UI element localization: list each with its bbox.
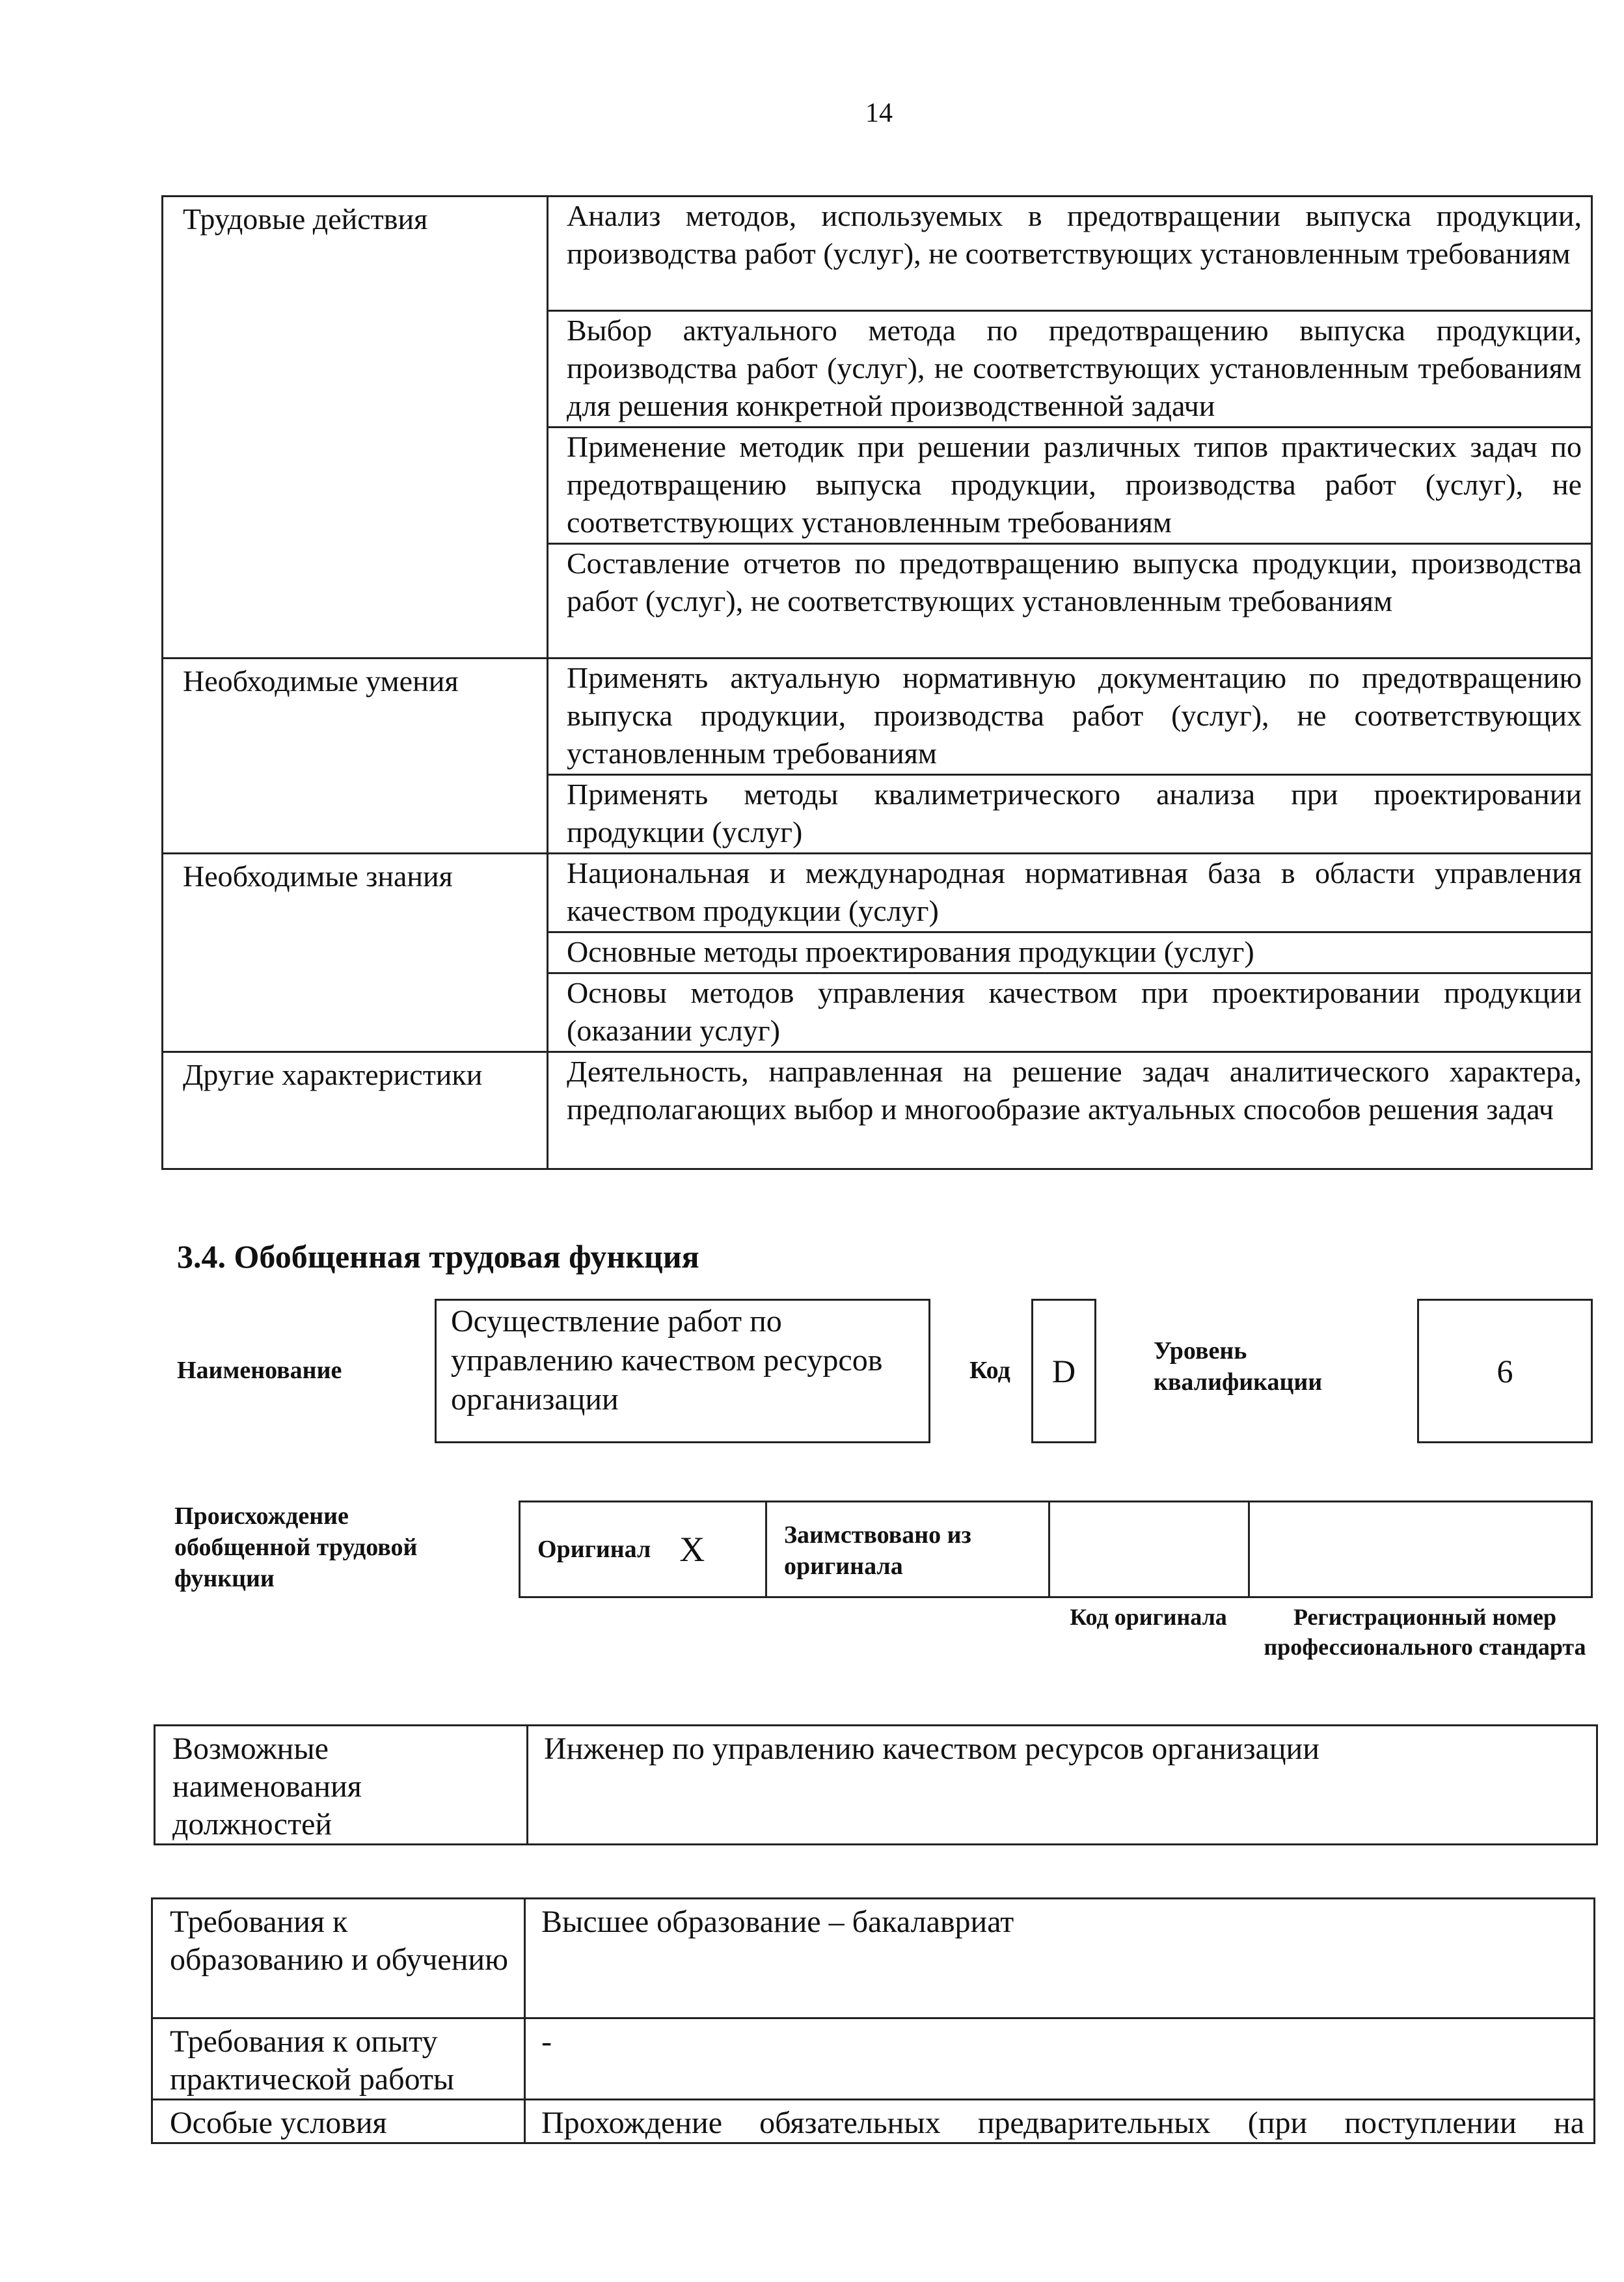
name-label: Наименование: [177, 1357, 342, 1384]
page-number: 14: [865, 98, 893, 128]
skill-item: Применять методы квалиметрического анализа при проектировании продукции (услуг): [548, 775, 1592, 854]
registration-number-cell: [1248, 1501, 1593, 1598]
original-code-cell: [1048, 1501, 1250, 1598]
registration-number-caption: Регистрационный номер профессионального стандарта: [1264, 1604, 1586, 1660]
positions-label: Возможные наименования должностей: [155, 1726, 528, 1845]
labor-functions-table: [161, 195, 1593, 1170]
row-label-required-knowledge: Необходимые знания: [163, 854, 548, 1052]
code-label: Код: [969, 1357, 1010, 1384]
labor-action-item: Выбор актуального метода по предотвращению выпуска продукции, производства работ (услуг), не соответствующих установленным требованиям для решения конкретной производственной задачи: [548, 311, 1592, 428]
original-mark: X: [679, 1530, 705, 1569]
row-label-labor-actions: Трудовые действия: [163, 197, 548, 659]
skill-item: Применять актуальную нормативную документацию по предотвращению выпуска продукции, производства работ (услуг), не соответствующих установленным требованиям: [548, 659, 1592, 775]
borrowed-cell: Заимствовано из оригинала: [765, 1501, 1050, 1598]
experience-requirements-label: Требования к опыту практической работы: [152, 2018, 525, 2100]
knowledge-item: Основы методов управления качеством при проектировании продукции (оказании услуг): [548, 973, 1592, 1052]
experience-requirements-value: -: [525, 2018, 1595, 2100]
labor-action-item: Составление отчетов по предотвращению выпуска продукции, производства работ (услуг), не соответствующих установленным требованиям: [548, 544, 1592, 659]
original-code-caption: Код оригинала: [1070, 1604, 1227, 1630]
education-requirements-label: Требования к образованию и обучению: [152, 1899, 525, 2018]
knowledge-item: Национальная и международная нормативная база в области управления качеством продукции (услуг): [548, 854, 1592, 932]
original-label: Оригинал: [537, 1536, 651, 1563]
qualification-level-box: 6: [1417, 1299, 1593, 1443]
section-title: 3.4. Обобщенная трудовая функция: [177, 1238, 699, 1275]
row-label-other-characteristics: Другие характеристики: [163, 1052, 548, 1169]
labor-action-item: Анализ методов, используемых в предотвращении выпуска продукции, производства работ (услуг), не соответствующих установленным требованиям: [548, 197, 1592, 311]
row-label-required-skills: Необходимые умения: [163, 659, 548, 854]
labor-action-item: Применение методик при решении различных типов практических задач по предотвращению выпуска продукции, производства работ (услуг), не соответствующих установленным требованиям: [548, 428, 1592, 544]
code-value-box: D: [1031, 1299, 1096, 1443]
positions-value: Инженер по управлению качеством ресурсов организации: [528, 1726, 1597, 1845]
original-cell: [519, 1501, 767, 1598]
positions-table: [154, 1724, 1598, 1845]
special-conditions-value: Прохождение обязательных предварительных (при поступлении на: [525, 2100, 1595, 2143]
origin-label: Происхождение обобщенной трудовой функции: [174, 1502, 418, 1592]
special-conditions-label: Особые условия: [152, 2100, 525, 2143]
education-requirements-value: Высшее образование – бакалавриат: [525, 1899, 1595, 2018]
knowledge-item: Основные методы проектирования продукции (услуг): [548, 932, 1592, 973]
other-characteristic-item: Деятельность, направленная на решение задач аналитического характера, предполагающих выбор и многообразие актуальных способов решения задач: [548, 1052, 1592, 1169]
qualification-level-label: Уровень квалификации: [1154, 1337, 1323, 1396]
function-name-box: Осуществление работ по управлению качеством ресурсов организации: [435, 1299, 930, 1443]
requirements-table: [151, 1897, 1595, 2144]
